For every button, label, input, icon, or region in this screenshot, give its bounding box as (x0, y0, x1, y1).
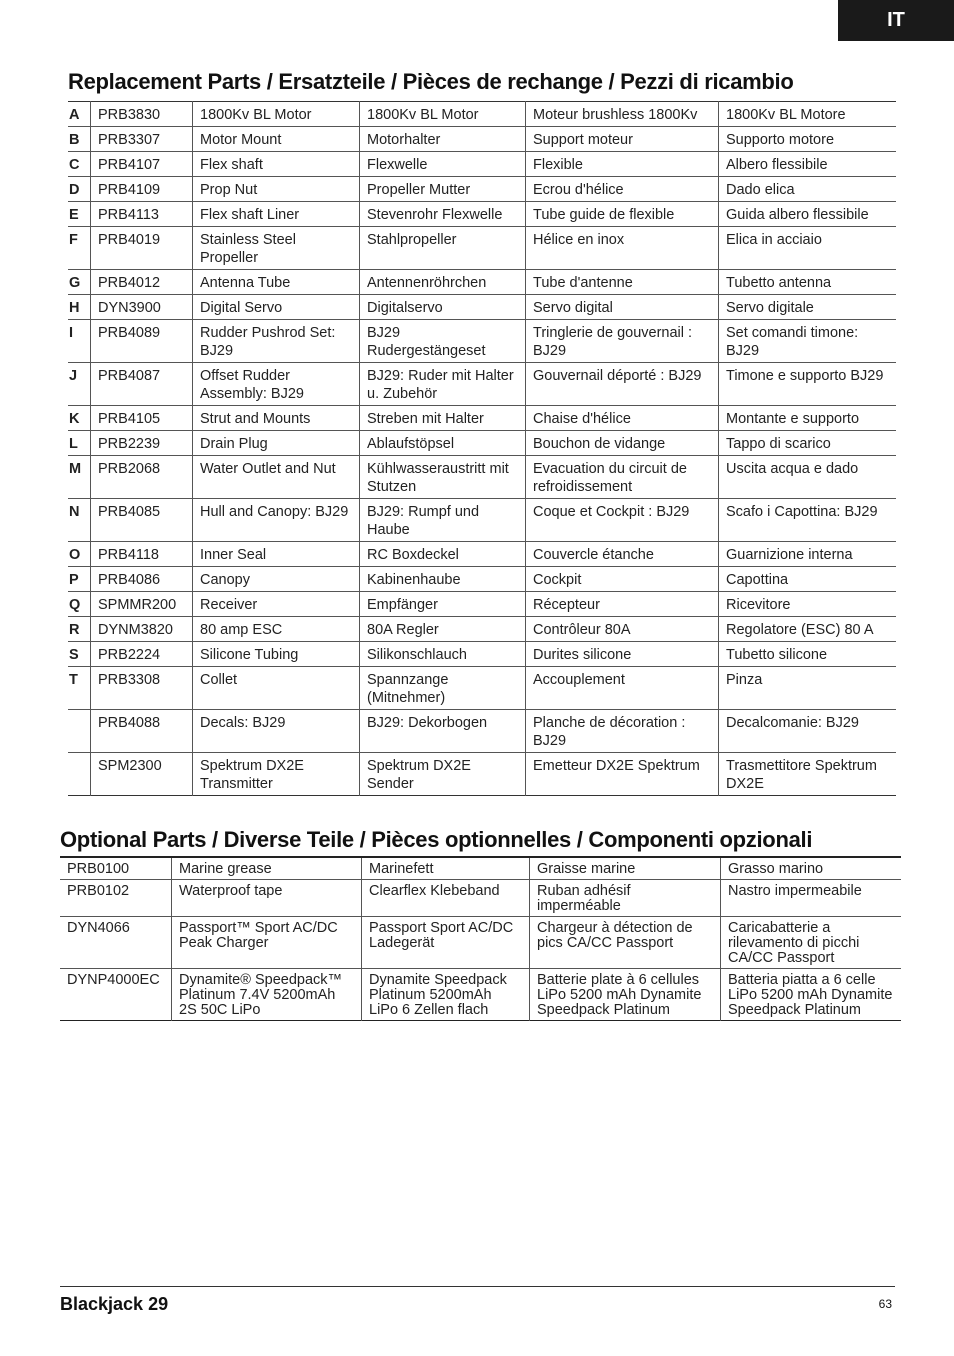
cell-num: PRB0100 (60, 857, 172, 880)
cell-num: PRB4085 (91, 499, 193, 542)
cell-de: Streben mit Halter (360, 406, 526, 431)
cell-num: PRB4109 (91, 177, 193, 202)
cell-en: Motor Mount (193, 127, 360, 152)
cell-de: Silikonschlauch (360, 642, 526, 667)
cell-fr: Tube d'antenne (526, 270, 719, 295)
cell-num: DYN3900 (91, 295, 193, 320)
cell-it: Tappo di scarico (719, 431, 897, 456)
cell-en: Decals: BJ29 (193, 710, 360, 753)
cell-num: PRB4087 (91, 363, 193, 406)
cell-en: 1800Kv BL Motor (193, 102, 360, 127)
cell-it: Guarnizione interna (719, 542, 897, 567)
cell-it: 1800Kv BL Motore (719, 102, 897, 127)
cell-num: PRB3308 (91, 667, 193, 710)
cell-fr: Planche de décoration : BJ29 (526, 710, 719, 753)
table-row (60, 917, 901, 969)
cell-it: Grasso marino (721, 857, 902, 880)
cell-de: Spektrum DX2E Sender (360, 753, 526, 796)
replacement-parts-title: Replacement Parts / Ersatzteile / Pièces de rechange / Pezzi di ricambio (68, 69, 794, 94)
cell-num: SPM2300 (91, 753, 193, 796)
cell-de: Dynamite Speedpack Platinum 5200mAh LiPo 6 Zellen flach (362, 969, 530, 1021)
table-row (68, 456, 896, 499)
cell-num: PRB4012 (91, 270, 193, 295)
cell-de: Kabinenhaube (360, 567, 526, 592)
cell-de: Propeller Mutter (360, 177, 526, 202)
cell-fr: Moteur brushless 1800Kv (526, 102, 719, 127)
cell-en: Spektrum DX2E Transmitter (193, 753, 360, 796)
cell-num: PRB4105 (91, 406, 193, 431)
cell-num: DYNM3820 (91, 617, 193, 642)
cell-fr: Emetteur DX2E Spektrum (526, 753, 719, 796)
cell-letter: D (68, 177, 91, 202)
cell-de: 1800Kv BL Motor (360, 102, 526, 127)
cell-en: Collet (193, 667, 360, 710)
cell-en: Flex shaft (193, 152, 360, 177)
cell-fr: Support moteur (526, 127, 719, 152)
cell-de: Digitalservo (360, 295, 526, 320)
table-row (68, 406, 896, 431)
cell-letter: H (68, 295, 91, 320)
table-row (68, 617, 896, 642)
page-number: 63 (878, 1297, 892, 1311)
cell-de: RC Boxdeckel (360, 542, 526, 567)
cell-letter: G (68, 270, 91, 295)
cell-num: PRB3830 (91, 102, 193, 127)
cell-en: 80 amp ESC (193, 617, 360, 642)
cell-en: Water Outlet and Nut (193, 456, 360, 499)
cell-it: Guida albero flessibile (719, 202, 897, 227)
cell-de: BJ29: Rumpf und Haube (360, 499, 526, 542)
table-row (68, 270, 896, 295)
optional-parts-table (60, 856, 901, 1021)
table-row (68, 499, 896, 542)
cell-fr: Bouchon de vidange (526, 431, 719, 456)
cell-fr: Ruban adhésif imperméable (530, 880, 721, 917)
cell-letter: E (68, 202, 91, 227)
cell-fr: Récepteur (526, 592, 719, 617)
cell-letter (68, 753, 91, 796)
cell-it: Tubetto silicone (719, 642, 897, 667)
cell-num: PRB0102 (60, 880, 172, 917)
cell-letter: J (68, 363, 91, 406)
table-row (68, 642, 896, 667)
language-tab: IT (838, 0, 954, 41)
cell-de: Flexwelle (360, 152, 526, 177)
cell-en: Offset Rudder Assembly: BJ29 (193, 363, 360, 406)
table-row (68, 363, 896, 406)
cell-letter: C (68, 152, 91, 177)
cell-it: Dado elica (719, 177, 897, 202)
cell-fr: Coque et Cockpit : BJ29 (526, 499, 719, 542)
cell-de: BJ29: Ruder mit Halter u. Zubehör (360, 363, 526, 406)
cell-num: PRB4113 (91, 202, 193, 227)
cell-en: Silicone Tubing (193, 642, 360, 667)
cell-letter: R (68, 617, 91, 642)
cell-it: Elica in acciaio (719, 227, 897, 270)
cell-it: Uscita acqua e dado (719, 456, 897, 499)
cell-fr: Contrôleur 80A (526, 617, 719, 642)
cell-num: PRB4118 (91, 542, 193, 567)
table-row (68, 227, 896, 270)
cell-letter (68, 710, 91, 753)
cell-de: BJ29: Dekorbogen (360, 710, 526, 753)
cell-fr: Graisse marine (530, 857, 721, 880)
table-row (68, 152, 896, 177)
cell-fr: Cockpit (526, 567, 719, 592)
cell-en: Strut and Mounts (193, 406, 360, 431)
cell-en: Prop Nut (193, 177, 360, 202)
table-row (68, 667, 896, 710)
cell-it: Servo digitale (719, 295, 897, 320)
cell-en: Drain Plug (193, 431, 360, 456)
cell-fr: Flexible (526, 152, 719, 177)
cell-fr: Evacuation du circuit de refroidissement (526, 456, 719, 499)
cell-it: Decalcomanie: BJ29 (719, 710, 897, 753)
cell-en: Canopy (193, 567, 360, 592)
cell-de: Spannzange (Mitnehmer) (360, 667, 526, 710)
cell-fr: Couvercle étanche (526, 542, 719, 567)
cell-en: Rudder Pushrod Set: BJ29 (193, 320, 360, 363)
cell-it: Supporto motore (719, 127, 897, 152)
cell-it: Pinza (719, 667, 897, 710)
cell-de: Marinefett (362, 857, 530, 880)
cell-fr: Servo digital (526, 295, 719, 320)
cell-num: DYN4066 (60, 917, 172, 969)
cell-en: Receiver (193, 592, 360, 617)
table-row (60, 857, 901, 880)
cell-letter: F (68, 227, 91, 270)
cell-num: PRB4089 (91, 320, 193, 363)
cell-letter: K (68, 406, 91, 431)
cell-num: PRB2224 (91, 642, 193, 667)
cell-num: PRB2239 (91, 431, 193, 456)
cell-fr: Ecrou d'hélice (526, 177, 719, 202)
table-row (68, 202, 896, 227)
cell-letter: T (68, 667, 91, 710)
table-row (68, 710, 896, 753)
cell-num: PRB3307 (91, 127, 193, 152)
cell-de: 80A Regler (360, 617, 526, 642)
footer-divider (60, 1286, 895, 1287)
cell-letter: M (68, 456, 91, 499)
table-row (68, 431, 896, 456)
cell-it: Caricabatterie a rilevamento di picchi CA/CC Passport (721, 917, 902, 969)
table-row (60, 880, 901, 917)
cell-letter: Q (68, 592, 91, 617)
cell-it: Regolatore (ESC) 80 A (719, 617, 897, 642)
cell-it: Set comandi timone: BJ29 (719, 320, 897, 363)
cell-num: PRB4019 (91, 227, 193, 270)
cell-en: Flex shaft Liner (193, 202, 360, 227)
cell-letter: A (68, 102, 91, 127)
table-row (68, 295, 896, 320)
table-row (68, 320, 896, 363)
table-row (68, 102, 896, 127)
cell-letter: O (68, 542, 91, 567)
cell-fr: Tube guide de flexible (526, 202, 719, 227)
table-row (68, 567, 896, 592)
optional-parts-title: Optional Parts / Diverse Teile / Pièces optionnelles / Componenti opzionali (60, 827, 813, 852)
cell-letter: B (68, 127, 91, 152)
cell-en: Stainless Steel Propeller (193, 227, 360, 270)
cell-fr: Accouplement (526, 667, 719, 710)
cell-en: Antenna Tube (193, 270, 360, 295)
cell-letter: L (68, 431, 91, 456)
cell-de: Motorhalter (360, 127, 526, 152)
cell-fr: Durites silicone (526, 642, 719, 667)
cell-it: Scafo i Capottina: BJ29 (719, 499, 897, 542)
cell-it: Tubetto antenna (719, 270, 897, 295)
footer-product-name: Blackjack 29 (60, 1294, 169, 1314)
cell-num: PRB4088 (91, 710, 193, 753)
cell-de: Ablaufstöpsel (360, 431, 526, 456)
cell-fr: Gouvernail déporté : BJ29 (526, 363, 719, 406)
cell-letter: S (68, 642, 91, 667)
cell-num: PRB4086 (91, 567, 193, 592)
cell-en: Marine grease (172, 857, 362, 880)
cell-num: PRB4107 (91, 152, 193, 177)
table-row (68, 542, 896, 567)
cell-num: DYNP4000EC (67, 972, 160, 988)
cell-de: Stahlpropeller (360, 227, 526, 270)
cell-it: Nastro impermeabile (721, 880, 902, 917)
cell-letter: P (68, 567, 91, 592)
cell-it: Capottina (719, 567, 897, 592)
cell-it: Trasmettitore Spektrum DX2E (719, 753, 897, 796)
cell-letter: I (68, 320, 91, 363)
table-row (68, 127, 896, 152)
cell-de: Stevenrohr Flexwelle (360, 202, 526, 227)
cell-en: Passport™ Sport AC/DC Peak Charger (172, 917, 362, 969)
table-row (68, 753, 896, 796)
cell-de: Kühlwasseraustritt mit Stutzen (360, 456, 526, 499)
cell-it: Timone e supporto BJ29 (719, 363, 897, 406)
cell-it: Ricevitore (719, 592, 897, 617)
cell-fr: Chargeur à détection de pics CA/CC Passport (530, 917, 721, 969)
table-row (68, 177, 896, 202)
table-row (60, 969, 901, 1021)
cell-letter: N (68, 499, 91, 542)
cell-fr: Hélice en inox (526, 227, 719, 270)
cell-fr: Batterie plate à 6 cellules LiPo 5200 mAh Dynamite Speedpack Platinum (530, 969, 721, 1021)
cell-de: BJ29 Rudergestängeset (360, 320, 526, 363)
cell-it: Albero flessibile (719, 152, 897, 177)
cell-de: Empfänger (360, 592, 526, 617)
table-row (68, 592, 896, 617)
cell-en: Inner Seal (193, 542, 360, 567)
cell-fr: Chaise d'hélice (526, 406, 719, 431)
cell-it: Montante e supporto (719, 406, 897, 431)
cell-num: PRB2068 (91, 456, 193, 499)
cell-de: Antennenröhrchen (360, 270, 526, 295)
cell-de: Passport Sport AC/DC Ladegerät (362, 917, 530, 969)
replacement-parts-table (68, 101, 896, 796)
cell-en: Digital Servo (193, 295, 360, 320)
cell-en: Hull and Canopy: BJ29 (193, 499, 360, 542)
cell-de: Clearflex Klebeband (362, 880, 530, 917)
cell-it: Batteria piatta a 6 celle LiPo 5200 mAh Dynamite Speedpack Platinum (721, 969, 902, 1021)
cell-fr: Tringlerie de gouvernail : BJ29 (526, 320, 719, 363)
cell-num: SPMMR200 (91, 592, 193, 617)
cell-en: Dynamite® Speedpack™ Platinum 7.4V 5200mAh 2S 50C LiPo (172, 969, 362, 1021)
cell-en: Waterproof tape (172, 880, 362, 917)
